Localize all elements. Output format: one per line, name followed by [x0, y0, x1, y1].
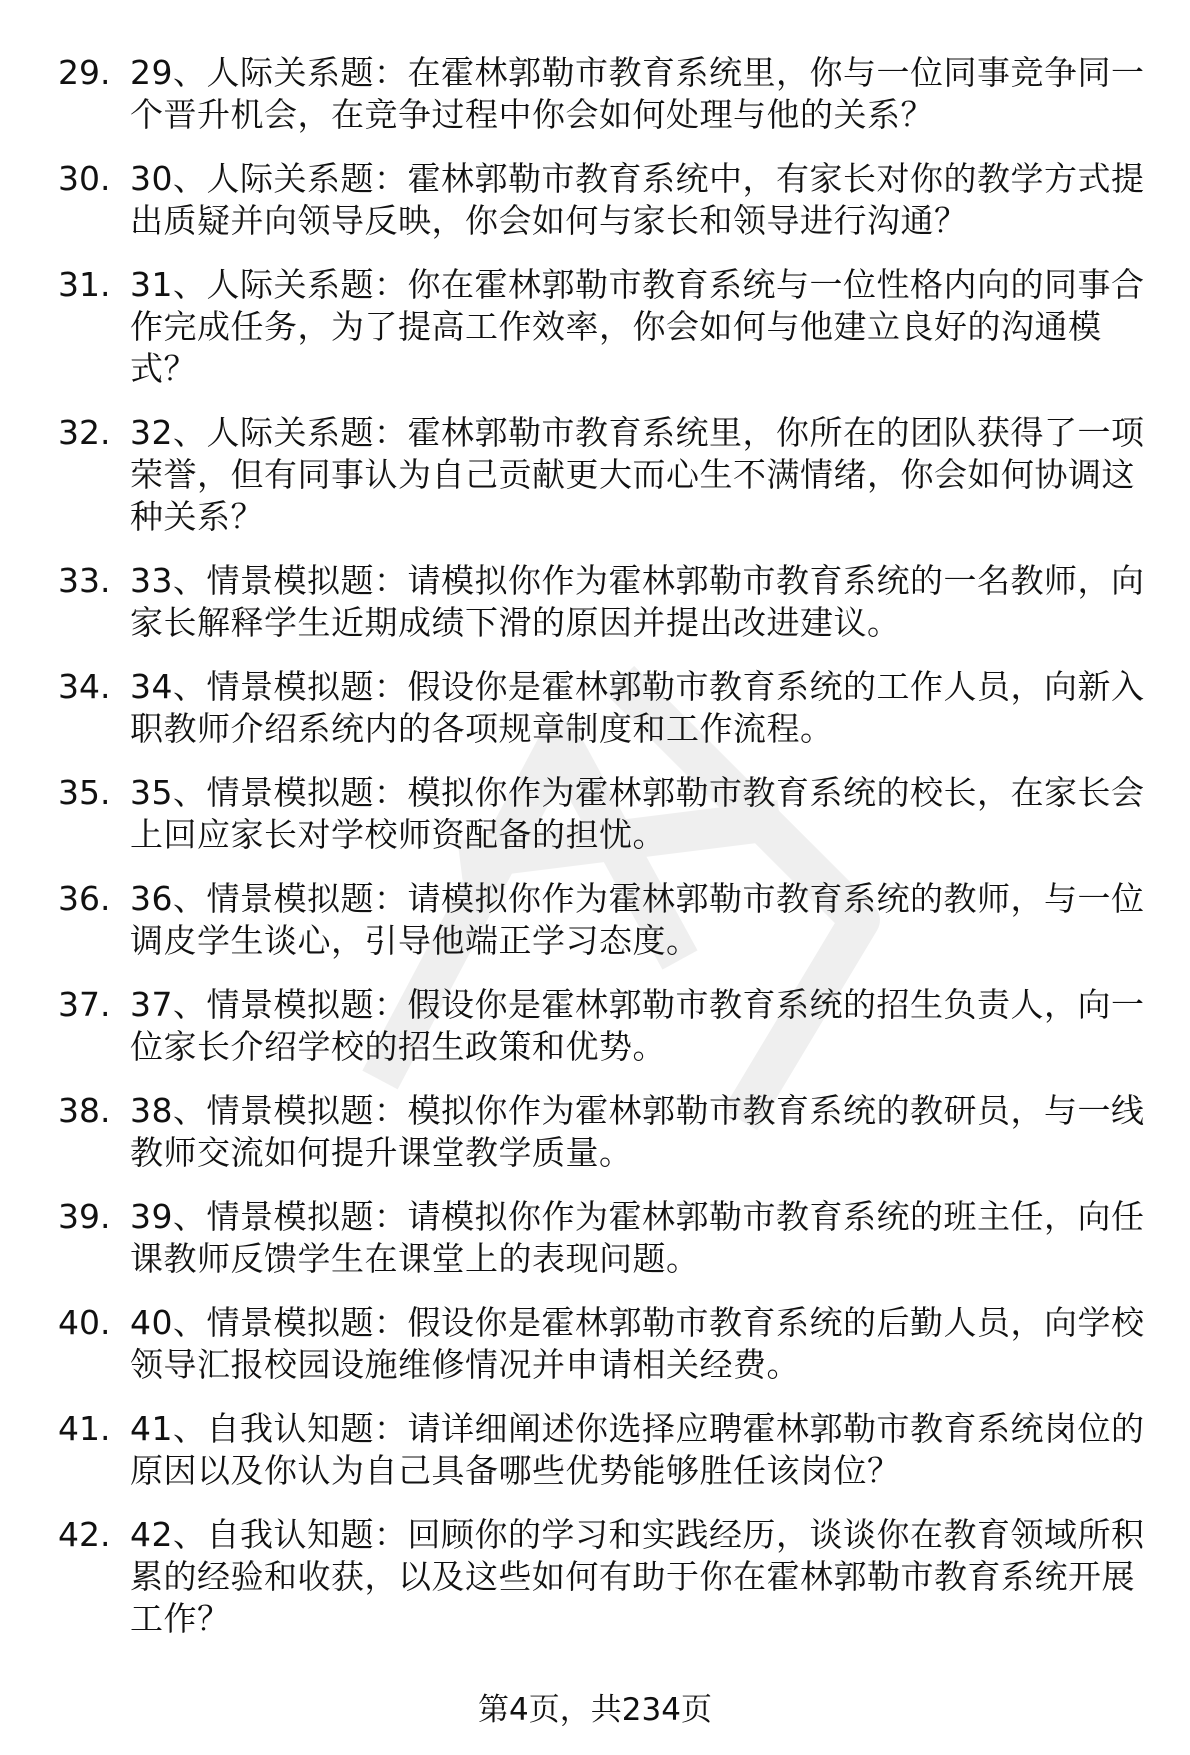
question-number: 29.: [58, 53, 111, 92]
question-text: 34、情景模拟题：假设你是霍林郭勒市教育系统的工作人员，向新入职教师介绍系统内的各项规章制度和工作流程。: [130, 667, 1145, 748]
question-item: [58, 878, 1148, 962]
question-number: 32.: [58, 413, 111, 452]
question-text: 40、情景模拟题：假设你是霍林郭勒市教育系统的后勤人员，向学校领导汇报校园设施维修情况并申请相关经费。: [130, 1303, 1145, 1384]
question-number: 34.: [58, 667, 111, 706]
question-text: 37、情景模拟题：假设你是霍林郭勒市教育系统的招生负责人，向一位家长介绍学校的招生政策和优势。: [130, 985, 1145, 1066]
question-item: [58, 1090, 1148, 1174]
question-text: 41、自我认知题：请详细阐述你选择应聘霍林郭勒市教育系统岗位的原因以及你认为自己具备哪些优势能够胜任该岗位？: [130, 1409, 1145, 1490]
question-number: 30.: [58, 159, 111, 198]
question-number: 39.: [58, 1197, 111, 1236]
question-text: 29、人际关系题：在霍林郭勒市教育系统里，你与一位同事竞争同一个晋升机会，在竞争过程中你会如何处理与他的关系？: [130, 53, 1145, 134]
question-text: 32、人际关系题：霍林郭勒市教育系统里，你所在的团队获得了一项荣誉，但有同事认为自己贡献更大而心生不满情绪，你会如何协调这种关系？: [130, 413, 1145, 536]
question-number: 41.: [58, 1409, 111, 1448]
question-text: 30、人际关系题：霍林郭勒市教育系统中，有家长对你的教学方式提出质疑并向领导反映，你会如何与家长和领导进行沟通？: [130, 159, 1145, 240]
question-number: 31.: [58, 265, 111, 304]
question-text: 31、人际关系题：你在霍林郭勒市教育系统与一位性格内向的同事合作完成任务，为了提高工作效率，你会如何与他建立良好的沟通模式？: [130, 265, 1145, 388]
question-number: 40.: [58, 1303, 111, 1342]
question-item: [58, 560, 1148, 644]
question-item: [58, 52, 1148, 136]
question-number: 42.: [58, 1515, 111, 1554]
question-number: 37.: [58, 985, 111, 1024]
question-number: 38.: [58, 1091, 111, 1130]
question-number: 35.: [58, 773, 111, 812]
question-text: 36、情景模拟题：请模拟你作为霍林郭勒市教育系统的教师，与一位调皮学生谈心，引导他端正学习态度。: [130, 879, 1145, 960]
question-item: [58, 264, 1148, 390]
question-item: [58, 1302, 1148, 1386]
question-text: 33、情景模拟题：请模拟你作为霍林郭勒市教育系统的一名教师，向家长解释学生近期成绩下滑的原因并提出改进建议。: [130, 561, 1145, 642]
question-number: 36.: [58, 879, 111, 918]
question-text: 42、自我认知题：回顾你的学习和实践经历，谈谈你在教育领域所积累的经验和收获，以及这些如何有助于你在霍林郭勒市教育系统开展工作？: [130, 1515, 1145, 1638]
question-number: 33.: [58, 561, 111, 600]
question-item: [58, 412, 1148, 538]
question-item: [58, 1196, 1148, 1280]
question-item: [58, 1408, 1148, 1492]
question-item: [58, 666, 1148, 750]
question-text: 39、情景模拟题：请模拟你作为霍林郭勒市教育系统的班主任，向任课教师反馈学生在课堂上的表现问题。: [130, 1197, 1145, 1278]
question-text: 38、情景模拟题：模拟你作为霍林郭勒市教育系统的教研员，与一线教师交流如何提升课堂教学质量。: [130, 1091, 1145, 1172]
question-item: [58, 1514, 1148, 1640]
question-text: 35、情景模拟题：模拟你作为霍林郭勒市教育系统的校长，在家长会上回应家长对学校师资配备的担忧。: [130, 773, 1145, 854]
question-item: [58, 772, 1148, 856]
question-list: [58, 52, 1148, 1662]
question-item: [58, 984, 1148, 1068]
question-item: [58, 158, 1148, 242]
page-footer: 第4页，共234页: [478, 1692, 712, 1728]
